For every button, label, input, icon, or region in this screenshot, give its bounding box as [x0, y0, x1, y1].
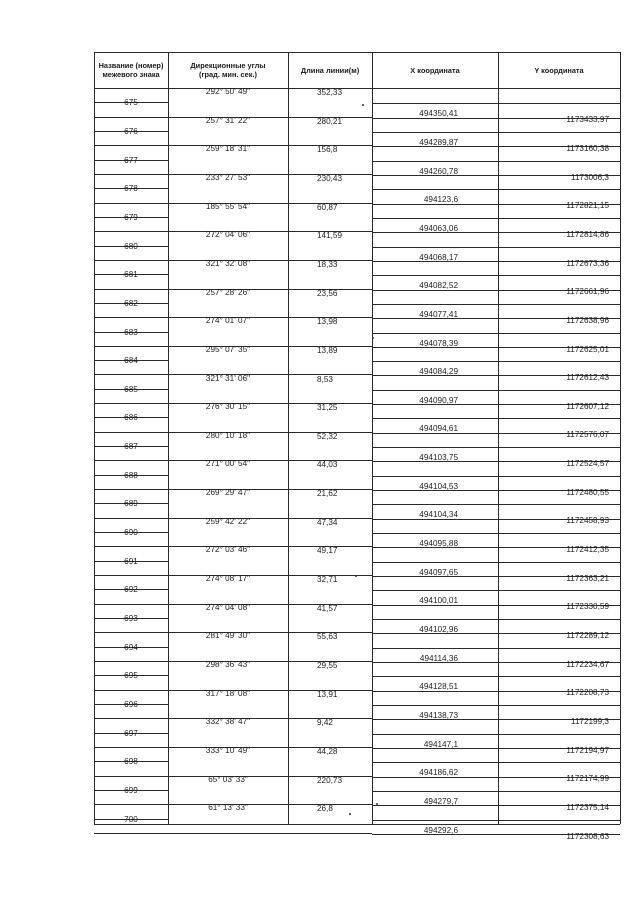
- direction-angle: 259° 18' 31": [205, 144, 251, 154]
- x-coordinate: 494090,97: [419, 395, 458, 405]
- table-row-rule: [372, 132, 620, 133]
- table-row-rule: [94, 546, 168, 547]
- y-coordinate: 1172673,36: [566, 258, 609, 268]
- line-length: 47,34: [317, 517, 338, 527]
- x-coordinate: 494063,06: [419, 223, 458, 233]
- table-row-rule: [94, 52, 620, 53]
- table-row-rule: [94, 661, 168, 662]
- line-length: 32,71: [317, 575, 338, 585]
- table-row-rule: [94, 690, 168, 691]
- line-length: 8,53: [317, 374, 333, 384]
- x-coordinate: 494102,96: [419, 625, 458, 635]
- direction-angle: 333° 10' 49": [205, 745, 251, 755]
- table-row-rule: [94, 604, 168, 605]
- boundary-mark-number: 698: [124, 757, 138, 767]
- table-row-rule: [94, 174, 168, 175]
- x-coordinate: 494186,62: [419, 768, 458, 778]
- x-coordinate: 494095,88: [419, 539, 458, 549]
- x-coordinate: 494123,6: [423, 195, 458, 205]
- line-length: 26,8: [317, 804, 333, 814]
- table-row-rule: [94, 632, 168, 633]
- y-coordinate: 1172194,97: [566, 745, 609, 755]
- boundary-mark-number: 685: [124, 384, 138, 394]
- x-coordinate: 494138,73: [419, 710, 458, 720]
- boundary-mark-number: 684: [124, 356, 138, 366]
- boundary-mark-number: 697: [124, 728, 138, 738]
- y-coordinate: 1172412,35: [566, 545, 609, 555]
- table-row-rule: [372, 361, 620, 362]
- table-row-rule: [372, 820, 620, 821]
- table-row-rule: [372, 705, 620, 706]
- y-coordinate: 1172612,43: [566, 373, 609, 383]
- table-row-rule: [372, 418, 620, 419]
- table-row-rule: [94, 833, 168, 834]
- table-row-rule: [372, 189, 620, 190]
- y-coordinate: 1173160,38: [566, 143, 609, 153]
- x-coordinate: 494094,61: [419, 424, 458, 434]
- direction-angle: 185° 55' 54": [205, 201, 251, 211]
- table-column-rule: [288, 52, 289, 824]
- x-coordinate: 494292,6: [423, 825, 458, 835]
- y-coordinate: 1173433,97: [566, 115, 609, 125]
- boundary-mark-number: 696: [124, 699, 138, 709]
- scan-speck: [376, 803, 378, 805]
- x-coordinate: 494114,36: [419, 653, 458, 663]
- line-length: 44,03: [317, 460, 338, 470]
- table-row-rule: [94, 489, 168, 490]
- line-length: 41,57: [317, 603, 338, 613]
- table-row-rule: [94, 374, 168, 375]
- scan-speck: [372, 337, 374, 339]
- direction-angle: 332° 38' 47": [205, 717, 251, 727]
- table-row-rule: [94, 518, 168, 519]
- boundary-mark-number: 682: [124, 298, 138, 308]
- line-length: 141,59: [317, 231, 343, 241]
- y-coordinate: 1172330,59: [566, 602, 609, 612]
- table-row-rule: [94, 346, 168, 347]
- boundary-mark-number: 681: [124, 270, 138, 280]
- table-row-rule: [94, 824, 620, 825]
- table-row-rule: [372, 791, 620, 792]
- header-name: Название (номер) межевого знака: [98, 61, 164, 79]
- y-coordinate: 1172576,07: [566, 430, 609, 440]
- scan-speck: [362, 104, 364, 106]
- boundary-mark-number: 692: [124, 585, 138, 595]
- direction-angle: 274° 04' 08": [205, 602, 251, 612]
- table-row-rule: [372, 103, 620, 104]
- table-row-rule: [372, 275, 620, 276]
- x-coordinate: 494350,41: [419, 109, 458, 119]
- line-length: 156,8: [317, 145, 338, 155]
- direction-angle: 274° 08' 17": [205, 574, 251, 584]
- y-coordinate: 1172289,12: [566, 631, 609, 641]
- direction-angle: 269° 29' 47": [205, 488, 251, 498]
- boundary-mark-number: 691: [124, 556, 138, 566]
- y-coordinate: 1172375,14: [566, 802, 609, 812]
- x-coordinate: 494104,34: [419, 510, 458, 520]
- direction-angle: 281° 49' 30": [205, 631, 251, 641]
- x-coordinate: 494100,01: [419, 596, 458, 606]
- line-length: 13,98: [317, 317, 338, 327]
- x-coordinate: 494084,29: [419, 367, 458, 377]
- boundary-mark-number: 689: [124, 499, 138, 509]
- line-length: 280,21: [317, 116, 343, 126]
- direction-angle: 257° 31' 22": [205, 115, 251, 125]
- direction-angle: 276° 30' 15": [205, 402, 251, 412]
- direction-angle: 321° 32' 08": [205, 258, 251, 268]
- line-length: 18,33: [317, 259, 338, 269]
- table-row-rule: [94, 289, 168, 290]
- direction-angle: 295° 07' 35": [205, 344, 251, 354]
- line-length: 49,17: [317, 546, 338, 556]
- line-length: 60,87: [317, 202, 338, 212]
- direction-angle: 280° 10' 18": [205, 430, 251, 440]
- header-x: X координата: [410, 65, 460, 75]
- table-row-rule: [372, 676, 620, 677]
- header-angle: Дирекционные углы (град. мин. сек.): [190, 61, 266, 79]
- direction-angle: 233° 27' 53": [205, 172, 251, 182]
- x-coordinate: 494260,78: [419, 166, 458, 176]
- direction-angle: 274° 01' 07": [205, 316, 251, 326]
- table-row-rule: [372, 333, 620, 334]
- boundary-mark-number: 683: [124, 327, 138, 337]
- y-coordinate: 1173006,3: [570, 172, 609, 182]
- line-length: 29,55: [317, 661, 338, 670]
- table-row-rule: [94, 460, 168, 461]
- table-row-rule: [372, 161, 620, 162]
- y-coordinate: 1172234,67: [566, 659, 609, 669]
- table-row-rule: [372, 218, 620, 219]
- table-row-rule: [94, 804, 168, 805]
- boundary-mark-number: 695: [124, 671, 138, 681]
- direction-angle: 272° 03' 46": [205, 545, 251, 555]
- table-row-rule: [372, 648, 620, 649]
- boundary-mark-number: 675: [124, 98, 138, 108]
- x-coordinate: 494097,65: [419, 567, 458, 577]
- direction-angle: 259° 42' 22": [205, 516, 251, 526]
- y-coordinate: 1172208,73: [566, 688, 609, 698]
- line-length: 220,73: [317, 775, 343, 785]
- y-coordinate: 1172607,12: [566, 401, 609, 411]
- direction-angle: 272° 04' 06": [205, 230, 251, 240]
- table-row-rule: [94, 403, 168, 404]
- line-length: 230,43: [317, 173, 343, 183]
- line-length: 31,25: [317, 403, 338, 413]
- line-length: 13,91: [317, 689, 338, 699]
- y-coordinate: 1172458,93: [566, 516, 609, 526]
- table-row-rule: [94, 145, 168, 146]
- boundary-mark-number: 677: [124, 155, 138, 165]
- direction-angle: 321° 31' 06": [205, 373, 251, 383]
- direction-angle: 271° 00' 54": [205, 459, 251, 469]
- table-row-rule: [94, 260, 168, 261]
- table-column-rule: [94, 52, 95, 824]
- direction-angle: 257° 28' 26": [205, 287, 251, 297]
- header-length: Длина линии(м): [300, 65, 360, 75]
- x-coordinate: 494077,41: [419, 309, 458, 319]
- table-row-rule: [372, 390, 620, 391]
- y-coordinate: 1172638,96: [566, 315, 609, 325]
- table-column-rule: [620, 52, 621, 824]
- boundary-mark-number: 694: [124, 642, 138, 652]
- line-length: 44,28: [317, 746, 338, 756]
- table-row-rule: [94, 231, 168, 232]
- table-row-rule: [372, 533, 620, 534]
- boundary-mark-number: 690: [124, 528, 138, 538]
- table-column-rule: [372, 52, 373, 824]
- direction-angle: 65° 03' 33": [208, 774, 248, 784]
- direction-angle: 317° 18' 08": [205, 688, 251, 698]
- y-coordinate: 1172174,99: [566, 774, 609, 784]
- boundary-mark-number: 693: [124, 614, 138, 624]
- header-y: Y координата: [534, 65, 584, 75]
- x-coordinate: 494068,17: [419, 252, 458, 262]
- table-row-rule: [94, 432, 168, 433]
- table-row-rule: [94, 575, 168, 576]
- table-row-rule: [372, 304, 620, 305]
- boundary-mark-number: 678: [124, 184, 138, 194]
- x-coordinate: 494104,53: [419, 481, 458, 491]
- direction-angle: 292° 50' 49": [205, 87, 251, 96]
- table-row-rule: [372, 590, 620, 591]
- table-row-rule: [372, 762, 620, 763]
- boundary-mark-number: 699: [124, 785, 138, 795]
- x-coordinate: 494082,52: [419, 281, 458, 291]
- y-coordinate: 1172480,55: [566, 487, 609, 497]
- table-row-rule: [372, 734, 620, 735]
- table-row-rule: [372, 562, 620, 563]
- table-row-rule: [94, 718, 168, 719]
- boundary-mark-number: 679: [124, 212, 138, 222]
- x-coordinate: 494279,7: [423, 796, 458, 806]
- boundary-mark-number: 676: [124, 126, 138, 136]
- y-coordinate: 1172625,01: [566, 344, 609, 354]
- line-length: 13,89: [317, 345, 338, 355]
- direction-angle: 298° 36' 43": [205, 660, 251, 669]
- x-coordinate: 494289,87: [419, 137, 458, 147]
- table-row-rule: [94, 776, 168, 777]
- y-coordinate: 1172661,96: [566, 287, 609, 297]
- table-row-rule: [372, 619, 620, 620]
- boundary-mark-number: 700: [124, 814, 138, 824]
- y-coordinate: 1172814,86: [566, 229, 609, 239]
- boundary-mark-number: 686: [124, 413, 138, 423]
- table-row-rule: [94, 117, 168, 118]
- x-coordinate: 494103,75: [419, 453, 458, 463]
- line-length: 52,32: [317, 431, 338, 441]
- table-row-rule: [94, 317, 168, 318]
- line-length: 55,63: [317, 632, 338, 642]
- table-row-rule: [372, 504, 620, 505]
- table-row-rule: [372, 476, 620, 477]
- y-coordinate: 1172199,3: [570, 716, 609, 726]
- line-length: 9,42: [317, 718, 333, 728]
- x-coordinate: 494128,51: [419, 682, 458, 692]
- scan-speck: [355, 575, 357, 577]
- table-row-rule: [372, 247, 620, 248]
- y-coordinate: 1172363,21: [566, 573, 609, 583]
- table-row-rule: [168, 833, 372, 834]
- boundary-mark-number: 680: [124, 241, 138, 251]
- y-coordinate: 1172821,15: [566, 201, 609, 211]
- line-length: 352,33: [317, 88, 343, 97]
- x-coordinate: 494078,39: [419, 338, 458, 348]
- table-row-rule: [94, 203, 168, 204]
- direction-angle: 61° 13' 33": [208, 803, 248, 813]
- table-row-rule: [94, 747, 168, 748]
- line-length: 23,56: [317, 288, 338, 298]
- x-coordinate: 494147,1: [423, 739, 458, 749]
- scan-speck: [349, 813, 351, 815]
- table-column-rule: [498, 52, 499, 824]
- table-row-rule: [372, 447, 620, 448]
- boundary-mark-number: 687: [124, 442, 138, 452]
- y-coordinate: 1172308,63: [566, 831, 609, 841]
- line-length: 21,62: [317, 489, 338, 499]
- boundary-mark-number: 688: [124, 470, 138, 480]
- y-coordinate: 1172524,57: [566, 459, 609, 469]
